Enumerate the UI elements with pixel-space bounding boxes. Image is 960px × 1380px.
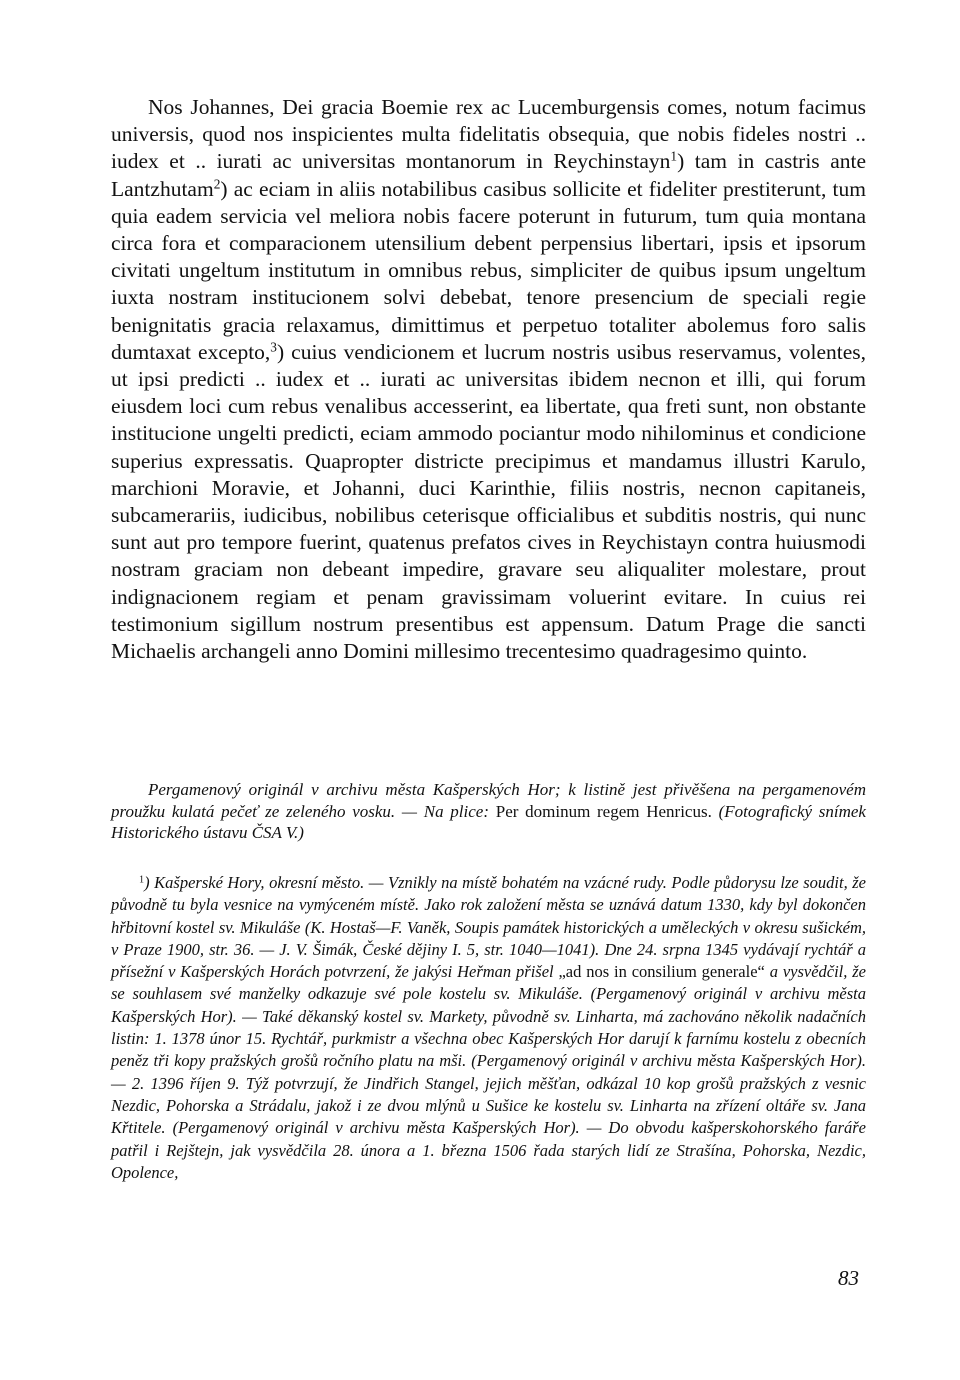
footnote-ref-3: 3 — [270, 339, 277, 355]
footnote-mark: 1 — [139, 874, 145, 886]
footnote-part-2: a vysvědčil, že se souhlasem své manželky odkazuje své pole kostelu sv. Mikuláše. (Pergamenový originál v archivu města Kašperských Hor). — Také děkanský kostel sv. Markety, původně sv. Linharta, má zachováno několik nadačních listin: 1. 1378 únor 15. Rychtář, purkmistr a všechna obec Kašperských Hor darují k farnímu kostelu z obecních peněz tři kopy pražských grošů ročního platu na mši. (Pergamenový originál v archivu města Kašperských Hor). — 2. 1396 říjen 9. Týž potvrzují, že Jindřich Stangel, jejich měšťan, odkázal 10 kop grošů pražských z vesnic Nezdic, Pohorska a Strádalu, jakož i ze dvou mlýnů u Sušice ke kostelu sv. Linharta na zřízení oltáře sv. Jana Křtitele. (Pergamenový originál v archivu města Kašperských Hor). — Do obvodu kašperskohorského faráře patřil i Rejštejn, jak vysvědčila 28. února a 1. března 1506 řada starých lidí ze Strašína, Pohorska, Nezdic, Opolence, — [111, 962, 866, 1182]
caption-part-2: (Fotografický snímek Historického ústavu ČSA V.) — [111, 801, 866, 842]
source-caption — [111, 779, 866, 844]
charter-text — [111, 94, 866, 665]
charter-text-part-1: Nos Johannes, Dei gracia Boemie rex ac Lucemburgensis comes, notum facimus universis, quod nos inspicientes multa fidelitatis obsequia, que nobis fideles nostri .. iudex et .. iurati ac universitas montanorum in Reychinstayn — [111, 95, 866, 174]
footnote-latin-quote: „ad nos in consilium generale“ — [558, 962, 765, 982]
caption-part-1: Pergamenový originál v archivu města Kašperských Hor; k listině jest přivěšena na pergamenovém proužku kulatá pečeť ze zeleného vosku. — Na plice: — [111, 780, 866, 821]
seal-inscription: Per dominum regem Henricus. — [495, 801, 712, 821]
footnote-ref-2: 2 — [213, 176, 221, 192]
charter-text-part-2: ) tam in castris ante Lantzhutam — [111, 149, 866, 201]
footnote-ref-1: 1 — [670, 149, 678, 165]
charter-text-part-3: ) ac eciam in aliis notabilibus casibus sollicite et fideliter prestiterunt, tum quia eadem servicia vel meliora nobis facere poterunt in futurum, tum quia montana circa fora et comparacionem utensilium debent perpensius libertari, ipsis et ipsorum civitati ungeltum institutum in omnibus rebus, simpliciter de quibus ipsum ungeltum iuxta nostram institucionem solvi debebat, tenore presencium de speciali regie benignitatis gracia relaxamus, dimittimus et perpetuo totaliter abolemus foro salis dumtaxat excepto, — [111, 176, 866, 364]
charter-text-part-4: ) cuius vendicionem et lucrum nostris usibus reservamus, volentes, ut ipsi predicti .. iudex et .. iurati ac universitas ibidem necnon et illi, qui forum eiusdem loci cum rebus venalibus accesserint, ea libertate, qua freti sunt, non obstante institucione ungelti predicti, eciam ammodo pociantur modo nihilominus et condicione superius expressatis. Quapropter districte precipimus et mandamus illustri Karulo, marchioni Moravie, et Johanni, duci Karinthie, filiis nostris, necnon capitaneis, subcamerariis, iudicibus, nobilibus ceterisque officialibus et subditis nostris, qui nunc sunt aut pro tempore fuerint, quatenus prefatos cives in Reychistayn contra huiusmodi nostram graciam non debeant impedire, gravare seu aliqualiter molestare, prout indignacionem regiam et penam gravissimam voluerint evitare. In cuius rei testimonium sigillum nostrum presentibus est appensum. Datum Prage die sancti Michaelis archangeli anno Domini millesimo trecentesimo quadragesimo quinto. — [111, 339, 867, 664]
page-number: 83 — [838, 1266, 859, 1290]
footnote-part-1: ) Kašperské Hory, okresní město. — Vznikly na místě bohatém na vzácné rudy. Podle půdorysu lze soudit, že původně tu byla vesnice na vymýceném místě. Jako rok založení města se uznává datum 1330, kdy byl dokončen hřbitovní kostel sv. Mikuláše (K. Hostaš—F. Vaněk, Soupis památek historických a uměleckých v okresu sušickém, v Praze 1900, str. 36. — J. V. Šimák, České dějiny I. 5, str. 1040—1041). Dne 24. srpna 1345 vydávají rychtář a přísežní v Kašperských Horách potvrzení, že jakýsi Heřman přišel — [111, 873, 866, 982]
footnote-1 — [111, 872, 866, 1184]
